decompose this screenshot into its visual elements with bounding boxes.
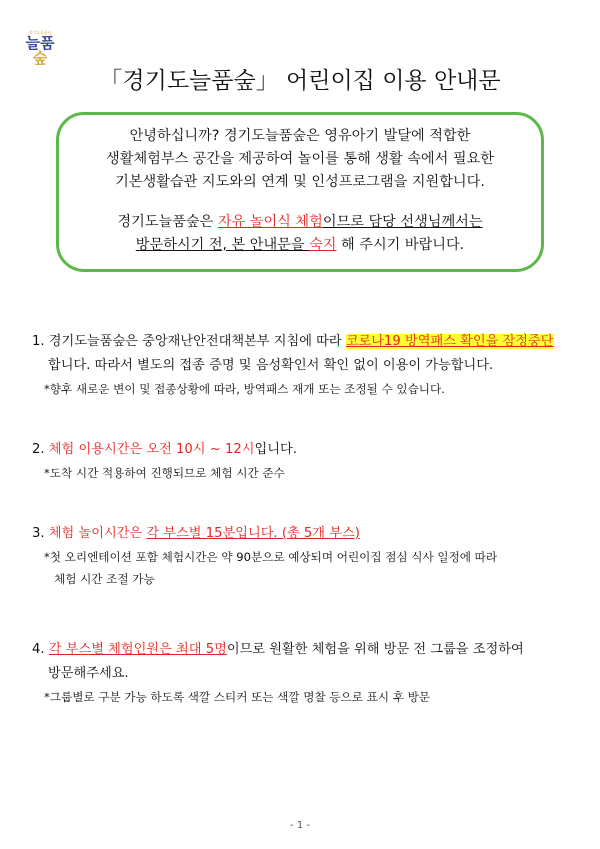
intro-line-4-c: 이므로 담당 선생님께서는 <box>322 214 483 230</box>
item-3-note-1: *첫 오리엔테이션 포함 체험시간은 약 90분으로 예상되며 어린이집 점심 식사 일정에 따라 <box>44 550 498 564</box>
item-2-number: 2. <box>32 442 45 457</box>
page-number: - 1 - <box>290 820 310 831</box>
logo-mark-line1: 늘품 <box>25 34 55 52</box>
notice-item-1 <box>32 330 578 400</box>
item-2-text: 입니다. <box>254 442 297 457</box>
item-3-highlight: 각 부스별 15분입니다. (총 5개 부스) <box>146 526 360 541</box>
item-1-highlight: 코로나19 방역패스 확인을 잠정중단 <box>345 334 554 349</box>
item-3-text-a: 체험 놀이시간은 <box>48 526 147 541</box>
item-4-number: 4. <box>32 642 45 657</box>
item-4-continuation: 방문해주세요. <box>48 666 129 681</box>
item-4-text: 이므로 원활한 체험을 위해 방문 전 그룹을 조정하여 <box>226 642 524 657</box>
item-1-line <box>32 330 578 354</box>
item-3-number: 3. <box>32 526 45 541</box>
item-1-number: 1. <box>32 334 45 349</box>
item-3-note-2: 체험 시간 조절 가능 <box>54 572 155 586</box>
item-4-line <box>32 638 578 662</box>
intro-line-1: 안녕하십니까? 경기도늘품숲은 영유아기 발달에 적합한 <box>129 128 471 144</box>
logo-small-text: 경기도늘품숲 <box>28 30 52 35</box>
item-3-line <box>32 522 578 546</box>
intro-line-5 <box>59 234 541 257</box>
intro-highlight-free-play: 자유 놀이식 체험 <box>217 214 323 230</box>
page-title: 「경기도늘품숲」 어린이집 이용 안내문 <box>99 68 501 94</box>
item-1-text: 경기도늘품숲은 중앙재난안전대책본부 지침에 따라 <box>44 334 346 349</box>
intro-line-5-a: 방문하시기 전, 본 안내문을 <box>135 237 310 253</box>
item-1-note: *향후 새로운 변이 및 접종상황에 따라, 방역패스 재개 또는 조정될 수 있습니다. <box>44 382 445 396</box>
item-1-continuation: 합니다. 따라서 별도의 접종 증명 및 음성확인서 확인 없이 이용이 가능합니다. <box>48 358 494 373</box>
notice-item-3 <box>32 522 578 590</box>
intro-line-3: 기본생활습관 지도와의 연계 및 인성프로그램을 지원합니다. <box>115 174 485 190</box>
intro-line-4 <box>59 211 541 234</box>
notice-item-2 <box>32 438 578 484</box>
item-2-note: *도착 시간 적용하여 진행되므로 체험 시간 준수 <box>44 466 285 480</box>
item-4-highlight: 각 부스별 체험인원은 최대 5명 <box>48 642 227 657</box>
intro-box <box>56 112 544 272</box>
logo <box>20 30 60 67</box>
item-2-highlight: 체험 이용시간은 오전 10시 ~ 12시 <box>48 442 255 457</box>
intro-line-2: 생활체험부스 공간을 제공하여 놀이를 통해 생활 속에서 필요한 <box>106 151 494 167</box>
item-2-line <box>32 438 578 462</box>
notice-item-4 <box>32 638 578 708</box>
intro-line-5-c: 해 주시기 바랍니다. <box>336 237 465 253</box>
item-4-note: *그룹별로 구분 가능 하도록 색깔 스티커 또는 색깔 명찰 등으로 표시 후 방문 <box>44 690 431 704</box>
intro-paragraph-1 <box>59 125 541 194</box>
intro-paragraph-2 <box>59 211 541 257</box>
intro-line-4-a: 경기도늘품숲은 <box>117 214 218 230</box>
logo-mark-line2-text: 숲 <box>32 49 48 67</box>
intro-highlight-read: 숙지 <box>309 237 337 253</box>
